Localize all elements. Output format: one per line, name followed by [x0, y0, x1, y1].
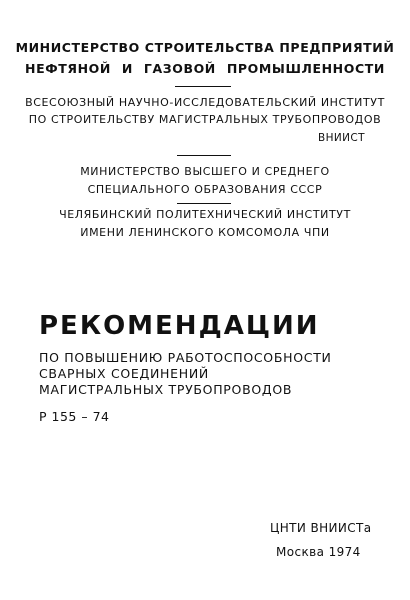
divider-1 — [175, 86, 231, 87]
ministry2-line-1: МИНИСТЕРСТВО ВЫСШЕГО И СРЕДНЕГО — [80, 165, 330, 178]
institute-line-2: ПО СТРОИТЕЛЬСТВУ МАГИСТРАЛЬНЫХ ТРУБОПРОВОДОВ — [28, 113, 382, 126]
institute-abbreviation: ВНИИСТ — [318, 132, 365, 144]
document-title: РЕКОМЕНДАЦИИ — [39, 311, 320, 341]
ministry-line-2: НЕФТЯНОЙ И ГАЗОВОЙ ПРОМЫШЛЕННОСТИ — [25, 61, 385, 76]
subtitle-line-3: МАГИСТРАЛЬНЫХ ТРУБОПРОВОДОВ — [39, 382, 293, 397]
institute-line-1: ВСЕСОЮЗНЫЙ НАУЧНО-ИССЛЕДОВАТЕЛЬСКИЙ ИНСТИТУТ — [25, 96, 385, 109]
subtitle-line-2: СВАРНЫХ СОЕДИНЕНИЙ — [39, 366, 209, 381]
document-code: Р 155 – 74 — [39, 409, 110, 424]
polytechnic-line-1: ЧЕЛЯБИНСКИЙ ПОЛИТЕХНИЧЕСКИЙ ИНСТИТУТ — [59, 208, 351, 221]
city-year: Москва 1974 — [276, 545, 361, 559]
publisher: ЦНТИ ВНИИСТа — [270, 521, 372, 535]
ministry2-line-2: СПЕЦИАЛЬНОГО ОБРАЗОВАНИЯ СССР — [87, 183, 323, 196]
subtitle-line-1: ПО ПОВЫШЕНИЮ РАБОТОСПОСОБНОСТИ — [39, 350, 332, 365]
divider-3 — [177, 203, 231, 204]
polytechnic-line-2: ИМЕНИ ЛЕНИНСКОГО КОМСОМОЛА ЧПИ — [80, 226, 330, 239]
divider-2 — [177, 155, 231, 156]
ministry-line-1: МИНИСТЕРСТВО СТРОИТЕЛЬСТВА ПРЕДПРИЯТИЙ — [15, 40, 395, 55]
